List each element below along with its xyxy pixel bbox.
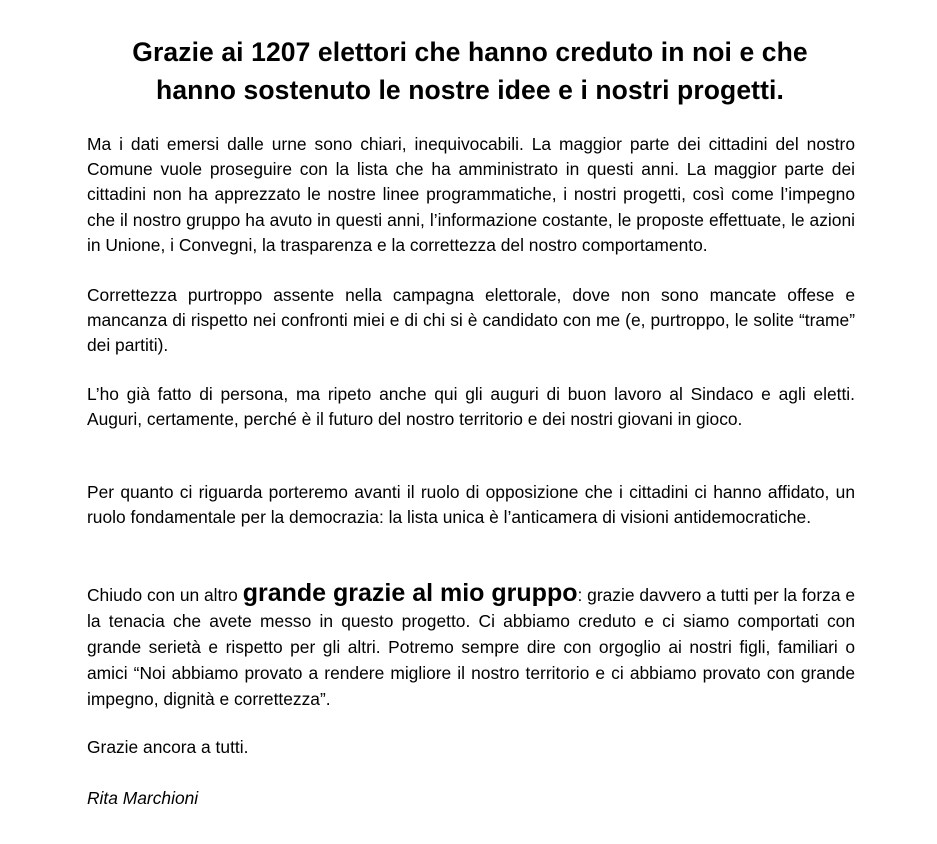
paragraph-opposition-role: Per quanto ci riguarda porteremo avanti il ruolo di opposizione che i cittadini ci hanno affidato, un ruolo fondamentale per la democrazia: la lista unica è l’anticamera di visioni antidemocratiche. <box>87 482 855 528</box>
thanks-intro-text: Chiudo con un altro <box>87 585 243 605</box>
title-line-1: Grazie ai 1207 elettori che hanno creduto in noi e che <box>132 37 808 67</box>
paragraph-thanks-group <box>87 579 855 712</box>
paragraph-campaign-conduct: Correttezza purtroppo assente nella campagna elettorale, dove non sono mancate offese e mancanza di rispetto nei confronti miei e di chi si è candidato con me (e, purtroppo, le solite “trame” dei partiti). <box>87 285 855 356</box>
paragraph-election-results: Ma i dati emersi dalle urne sono chiari, inequivocabili. La maggior parte dei cittadini del nostro Comune vuole proseguire con la lista che ha amministrato in questi anni. La maggior parte dei cittadini non ha apprezzato le nostre linee programmatiche, i nostri progetti, così come l’impegno che il nostro gruppo ha avuto in questi anni, l’informazione costante, le proposte effettuate, le azioni in Unione, i Convegni, la trasparenza e la correttezza del nostro comportamento. <box>87 134 855 255</box>
paragraph-best-wishes: L’ho già fatto di persona, ma ripeto anche qui gli auguri di buon lavoro al Sindaco e agli eletti. Auguri, certamente, perché è il futuro del nostro territorio e dei nostri giovani in gioco. <box>87 384 855 430</box>
title-line-2: hanno sostenuto le nostre idee e i nostri progetti. <box>156 75 784 105</box>
closing-line: Grazie ancora a tutti. <box>87 737 249 757</box>
thanks-emphasis-text: grande grazie al mio gruppo <box>242 579 578 607</box>
document-title <box>60 33 880 109</box>
thanks-body-text: : grazie davvero a tutti per la forza e la tenacia che avete messo in questo progetto. Ci abbiamo creduto e ci siamo comportati con grande serietà e rispetto per gli altri. Potremo sempre dire con orgoglio ai nostri figli, familiari o amici “Noi abbiamo provato a rendere migliore il nostro territorio e ci abbiamo provato con grande impegno, dignità e correttezza”. <box>87 585 855 709</box>
signature: Rita Marchioni <box>87 788 199 808</box>
